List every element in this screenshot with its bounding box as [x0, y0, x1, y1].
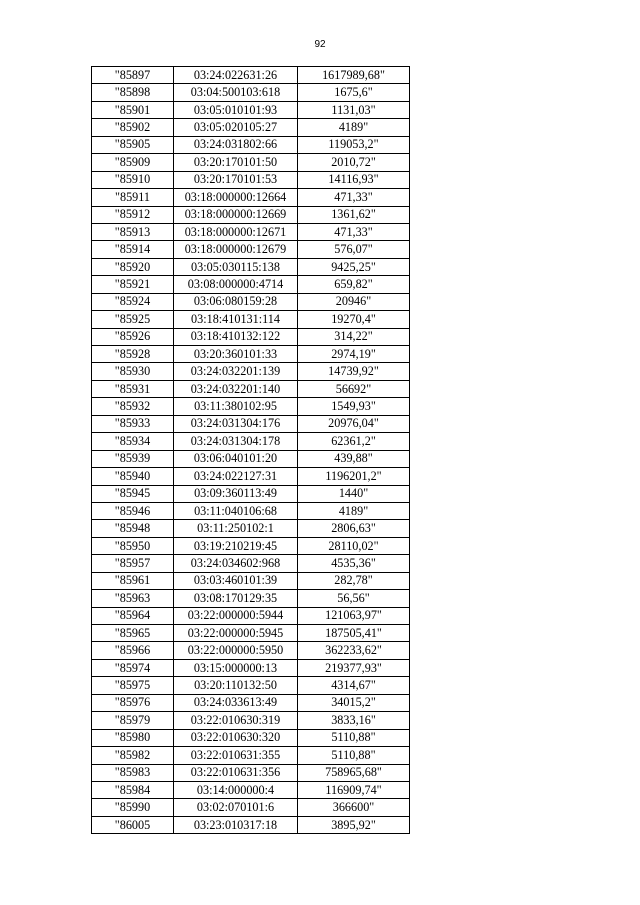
- value-cell: 219377,93": [298, 659, 410, 676]
- record-number-cell: "85957: [92, 555, 174, 572]
- cadastral-number-cell: 03:03:460101:39: [174, 572, 298, 589]
- record-number-cell: "85946: [92, 502, 174, 519]
- value-cell: 471,33": [298, 189, 410, 206]
- record-number-cell: "85905: [92, 136, 174, 153]
- record-number-cell: "85975: [92, 677, 174, 694]
- value-cell: 2806,63": [298, 520, 410, 537]
- record-number-cell: "85933: [92, 415, 174, 432]
- value-cell: 4189": [298, 119, 410, 136]
- record-number-cell: "85911: [92, 189, 174, 206]
- cadastral-number-cell: 03:18:410132:122: [174, 328, 298, 345]
- cadastral-number-cell: 03:15:000000:13: [174, 659, 298, 676]
- table-row: [92, 119, 410, 136]
- cadastral-number-cell: 03:22:010631:355: [174, 747, 298, 764]
- cadastral-number-cell: 03:11:380102:95: [174, 398, 298, 415]
- cadastral-number-cell: 03:06:080159:28: [174, 293, 298, 310]
- cadastral-number-cell: 03:02:070101:6: [174, 799, 298, 816]
- record-number-cell: "85921: [92, 276, 174, 293]
- table-row: [92, 747, 410, 764]
- table-row: [92, 764, 410, 781]
- table-row: [92, 642, 410, 659]
- table-row: [92, 346, 410, 363]
- record-number-cell: "85990: [92, 799, 174, 816]
- record-number-cell: "85980: [92, 729, 174, 746]
- value-cell: 19270,4": [298, 311, 410, 328]
- record-number-cell: "85966: [92, 642, 174, 659]
- value-cell: 659,82": [298, 276, 410, 293]
- table-row: [92, 450, 410, 467]
- table-row: [92, 241, 410, 258]
- record-number-cell: "85902: [92, 119, 174, 136]
- record-number-cell: "85932: [92, 398, 174, 415]
- value-cell: 14116,93": [298, 171, 410, 188]
- record-number-cell: "85983: [92, 764, 174, 781]
- cadastral-number-cell: 03:20:110132:50: [174, 677, 298, 694]
- cadastral-number-cell: 03:22:000000:5950: [174, 642, 298, 659]
- record-number-cell: "85939: [92, 450, 174, 467]
- cadastral-number-cell: 03:18:000000:12669: [174, 206, 298, 223]
- record-number-cell: "85984: [92, 781, 174, 798]
- record-number-cell: "85964: [92, 607, 174, 624]
- value-cell: 187505,41": [298, 625, 410, 642]
- value-cell: 9425,25": [298, 258, 410, 275]
- table-row: [92, 328, 410, 345]
- value-cell: 56,56": [298, 590, 410, 607]
- cadastral-number-cell: 03:05:020105:27: [174, 119, 298, 136]
- record-number-cell: "85926: [92, 328, 174, 345]
- table-row: [92, 659, 410, 676]
- value-cell: 314,22": [298, 328, 410, 345]
- table-row: [92, 816, 410, 833]
- table-row: [92, 485, 410, 502]
- cadastral-number-cell: 03:19:210219:45: [174, 537, 298, 554]
- record-number-cell: "85931: [92, 380, 174, 397]
- value-cell: 1617989,68": [298, 67, 410, 84]
- cadastral-number-cell: 03:22:000000:5945: [174, 625, 298, 642]
- table-row: [92, 380, 410, 397]
- table-row: [92, 293, 410, 310]
- cadastral-number-cell: 03:24:031802:66: [174, 136, 298, 153]
- table-row: [92, 136, 410, 153]
- cadastral-number-cell: 03:24:022127:31: [174, 468, 298, 485]
- cadastral-number-cell: 03:14:000000:4: [174, 781, 298, 798]
- table-row: [92, 206, 410, 223]
- record-number-cell: "85982: [92, 747, 174, 764]
- cadastral-number-cell: 03:20:360101:33: [174, 346, 298, 363]
- record-number-cell: "85945: [92, 485, 174, 502]
- record-number-cell: "85965: [92, 625, 174, 642]
- table-row: [92, 572, 410, 589]
- table-row: [92, 433, 410, 450]
- value-cell: 20976,04": [298, 415, 410, 432]
- cadastral-number-cell: 03:22:010631:356: [174, 764, 298, 781]
- cadastral-number-cell: 03:22:000000:5944: [174, 607, 298, 624]
- cadastral-number-cell: 03:24:022631:26: [174, 67, 298, 84]
- cadastral-number-cell: 03:08:170129:35: [174, 590, 298, 607]
- record-number-cell: "85928: [92, 346, 174, 363]
- value-cell: 5110,88": [298, 729, 410, 746]
- value-cell: 4535,36": [298, 555, 410, 572]
- record-number-cell: "85940: [92, 468, 174, 485]
- table-row: [92, 101, 410, 118]
- table-row: [92, 276, 410, 293]
- table-row: [92, 502, 410, 519]
- cadastral-number-cell: 03:06:040101:20: [174, 450, 298, 467]
- table-row: [92, 555, 410, 572]
- table-row: [92, 258, 410, 275]
- value-cell: 1361,62": [298, 206, 410, 223]
- value-cell: 28110,02": [298, 537, 410, 554]
- value-cell: 2010,72": [298, 154, 410, 171]
- table-row: [92, 712, 410, 729]
- table-row: [92, 781, 410, 798]
- table-row: [92, 729, 410, 746]
- value-cell: 3895,92": [298, 816, 410, 833]
- value-cell: 62361,2": [298, 433, 410, 450]
- table-row: [92, 625, 410, 642]
- record-number-cell: "85920: [92, 258, 174, 275]
- value-cell: 5110,88": [298, 747, 410, 764]
- record-number-cell: "85963: [92, 590, 174, 607]
- cadastral-number-cell: 03:20:170101:53: [174, 171, 298, 188]
- record-number-cell: "85910: [92, 171, 174, 188]
- cadastral-number-cell: 03:05:030115:138: [174, 258, 298, 275]
- table-row: [92, 468, 410, 485]
- table-row: [92, 520, 410, 537]
- value-cell: 14739,92": [298, 363, 410, 380]
- value-cell: 4314,67": [298, 677, 410, 694]
- cadastral-number-cell: 03:22:010630:320: [174, 729, 298, 746]
- record-number-cell: "85909: [92, 154, 174, 171]
- record-number-cell: "85950: [92, 537, 174, 554]
- value-cell: 1675,6": [298, 84, 410, 101]
- record-number-cell: "85948: [92, 520, 174, 537]
- record-number-cell: "85898: [92, 84, 174, 101]
- value-cell: 116909,74": [298, 781, 410, 798]
- record-number-cell: "85913: [92, 223, 174, 240]
- cadastral-number-cell: 03:04:500103:618: [174, 84, 298, 101]
- table-row: [92, 415, 410, 432]
- value-cell: 1440": [298, 485, 410, 502]
- table-row: [92, 189, 410, 206]
- value-cell: 439,88": [298, 450, 410, 467]
- cadastral-number-cell: 03:24:032201:139: [174, 363, 298, 380]
- cadastral-number-cell: 03:24:033613:49: [174, 694, 298, 711]
- record-number-cell: "85979: [92, 712, 174, 729]
- cadastral-number-cell: 03:20:170101:50: [174, 154, 298, 171]
- record-number-cell: "85914: [92, 241, 174, 258]
- table-row: [92, 694, 410, 711]
- cadastral-number-cell: 03:23:010317:18: [174, 816, 298, 833]
- record-number-cell: "85974: [92, 659, 174, 676]
- cadastral-number-cell: 03:11:250102:1: [174, 520, 298, 537]
- value-cell: 366600": [298, 799, 410, 816]
- table-row: [92, 84, 410, 101]
- cadastral-number-cell: 03:18:000000:12679: [174, 241, 298, 258]
- cadastral-number-cell: 03:24:034602:968: [174, 555, 298, 572]
- record-number-cell: "85976: [92, 694, 174, 711]
- value-cell: 56692": [298, 380, 410, 397]
- cadastral-number-cell: 03:09:360113:49: [174, 485, 298, 502]
- cadastral-number-cell: 03:18:410131:114: [174, 311, 298, 328]
- record-number-cell: "85934: [92, 433, 174, 450]
- table-row: [92, 154, 410, 171]
- record-number-cell: "85924: [92, 293, 174, 310]
- cadastral-number-cell: 03:18:000000:12664: [174, 189, 298, 206]
- record-number-cell: "85925: [92, 311, 174, 328]
- cadastral-number-cell: 03:24:031304:178: [174, 433, 298, 450]
- value-cell: 1196201,2": [298, 468, 410, 485]
- table-body: [92, 67, 410, 834]
- value-cell: 576,07": [298, 241, 410, 258]
- value-cell: 4189": [298, 502, 410, 519]
- table-row: [92, 311, 410, 328]
- record-number-cell: "85897: [92, 67, 174, 84]
- value-cell: 2974,19": [298, 346, 410, 363]
- cadastral-number-cell: 03:18:000000:12671: [174, 223, 298, 240]
- table-row: [92, 67, 410, 84]
- value-cell: 1549,93": [298, 398, 410, 415]
- value-cell: 471,33": [298, 223, 410, 240]
- page-number: 92: [314, 39, 326, 50]
- cadastral-number-cell: 03:08:000000:4714: [174, 276, 298, 293]
- cadastral-number-cell: 03:24:031304:176: [174, 415, 298, 432]
- record-number-cell: "85930: [92, 363, 174, 380]
- record-number-cell: "85961: [92, 572, 174, 589]
- value-cell: 20946": [298, 293, 410, 310]
- value-cell: 34015,2": [298, 694, 410, 711]
- value-cell: 362233,62": [298, 642, 410, 659]
- table-row: [92, 363, 410, 380]
- data-table: [91, 66, 410, 834]
- value-cell: 282,78": [298, 572, 410, 589]
- value-cell: 758965,68": [298, 764, 410, 781]
- table-row: [92, 799, 410, 816]
- table-row: [92, 590, 410, 607]
- cadastral-number-cell: 03:24:032201:140: [174, 380, 298, 397]
- table-row: [92, 398, 410, 415]
- cadastral-number-cell: 03:05:010101:93: [174, 101, 298, 118]
- table-row: [92, 607, 410, 624]
- value-cell: 119053,2": [298, 136, 410, 153]
- cadastral-number-cell: 03:11:040106:68: [174, 502, 298, 519]
- record-number-cell: "85901: [92, 101, 174, 118]
- table-row: [92, 171, 410, 188]
- value-cell: 3833,16": [298, 712, 410, 729]
- table-row: [92, 537, 410, 554]
- cadastral-number-cell: 03:22:010630:319: [174, 712, 298, 729]
- record-number-cell: "85912: [92, 206, 174, 223]
- record-number-cell: "86005: [92, 816, 174, 833]
- value-cell: 1131,03": [298, 101, 410, 118]
- value-cell: 121063,97": [298, 607, 410, 624]
- table-row: [92, 223, 410, 240]
- table-row: [92, 677, 410, 694]
